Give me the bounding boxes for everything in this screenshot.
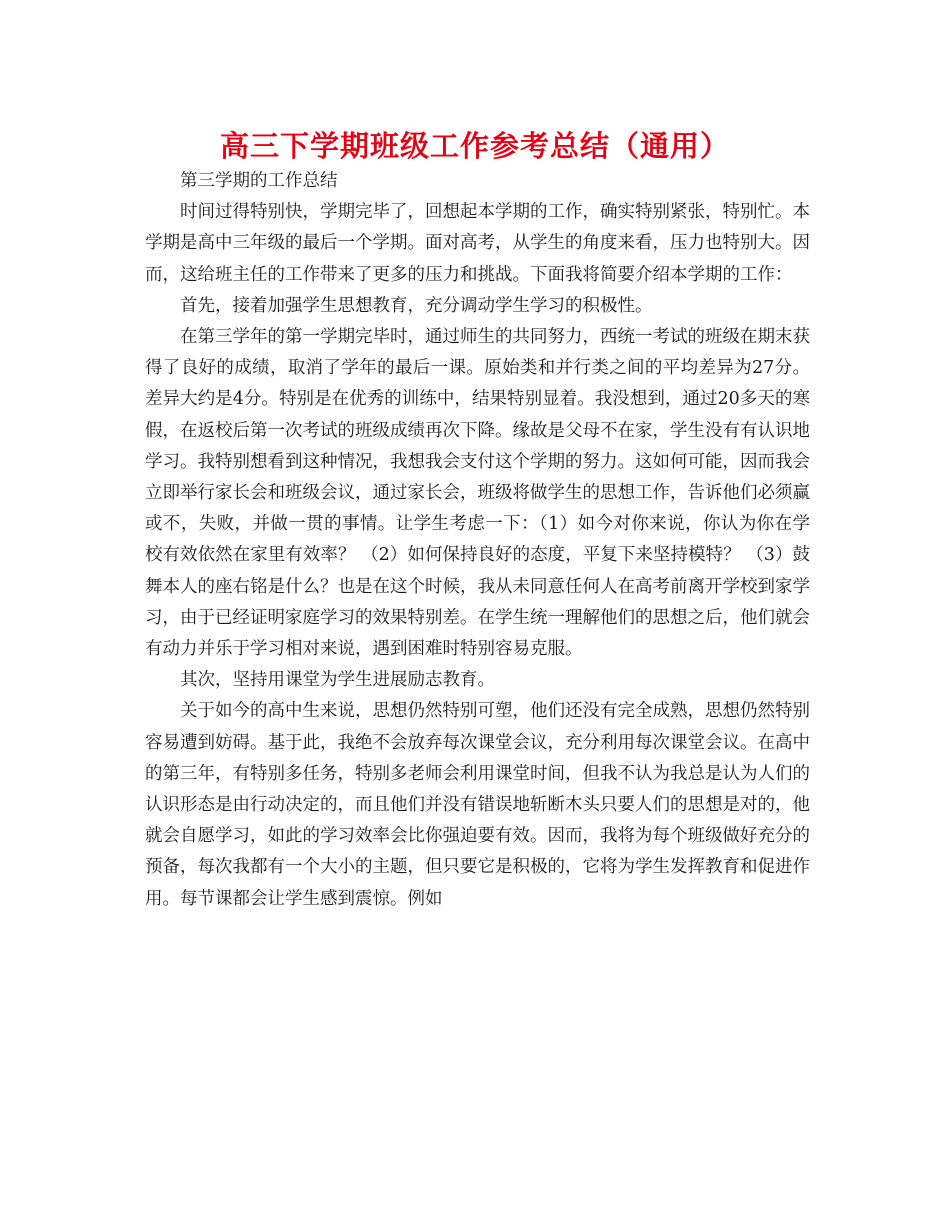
- paragraph-point-one-body: 在第三学年的第一学期完毕时，通过师生的共同努力，西统一考试的班级在期末获得了良好的成绩，取消了学年的最后一课。原始类和并行类之间的平均差异为27分。差异大约是4分。特别是在优秀的训练中，结果特别显着。我没想到，通过20多天的寒假，在返校后第一次考试的班级成绩再次下降。缘故是父母不在家，学生没有有认识地学习。我特别想看到这种情况，我想我会支付这个学期的努力。这如何可能，因而我会立即举行家长会和班级会议，通过家长会，班级将做学生的思想工作，告诉他们必须赢或不，失败，并做一贯的事情。让学生考虑一下：（1）如今对你来说，你认为你在学校有效依然在家里有效率？ （2）如何保持良好的态度，平复下来坚持模特？ （3）鼓舞本人的座右铭是什么？也是在这个时候，我从未同意任何人在高考前离开学校到家学习，由于已经证明家庭学习的效果特别差。在学生统一理解他们的思想之后，他们就会有动力并乐于学习相对来说，遇到困难时特别容易克服。: [145, 327, 810, 660]
- document-title: 高三下学期班级工作参考总结（通用）: [219, 129, 730, 163]
- paragraph-point-two-body: 关于如今的高中生来说，思想仍然特别可塑，他们还没有完全成熟，思想仍然特别容易遭到妨碍。基于此，我绝不会放弃每次课堂会议，充分利用每次课堂会议。在高中的第三年，有特别多任务，特别多老师会利用课堂时间，但我不认为我总是认为人们的认识形态是由行动决定的，而且他们并没有错误地斩断木头只要人们的思想是对的，他就会自愿学习，如此的学习效率会比你强迫要有效。因而，我将为每个班级做好充分的预备，每次我都有一个大小的主题，但只要它是积极的，它将为学生发挥教育和促进作用。每节课都会让学生感到震惊。例如: [145, 701, 810, 909]
- document-body: [145, 166, 810, 915]
- paragraph-point-two-heading: 其次，坚持用课堂为学生进展励志教育。: [180, 670, 495, 691]
- paragraph-subtitle: 第三学期的工作总结: [180, 171, 338, 191]
- paragraph-point-one-heading: 首先，接着加强学生思想教育，充分调动学生学习的积极性。: [180, 295, 653, 316]
- paragraph-intro: 时间过得特别快，学期完毕了，回想起本学期的工作，确实特别紧张，特别忙。本学期是高中三年级的最后一个学期。面对高考，从学生的角度来看，压力也特别大。因而，这给班主任的工作带来了更多的压力和挑战。下面我将简要介绍本学期的工作：: [145, 202, 810, 285]
